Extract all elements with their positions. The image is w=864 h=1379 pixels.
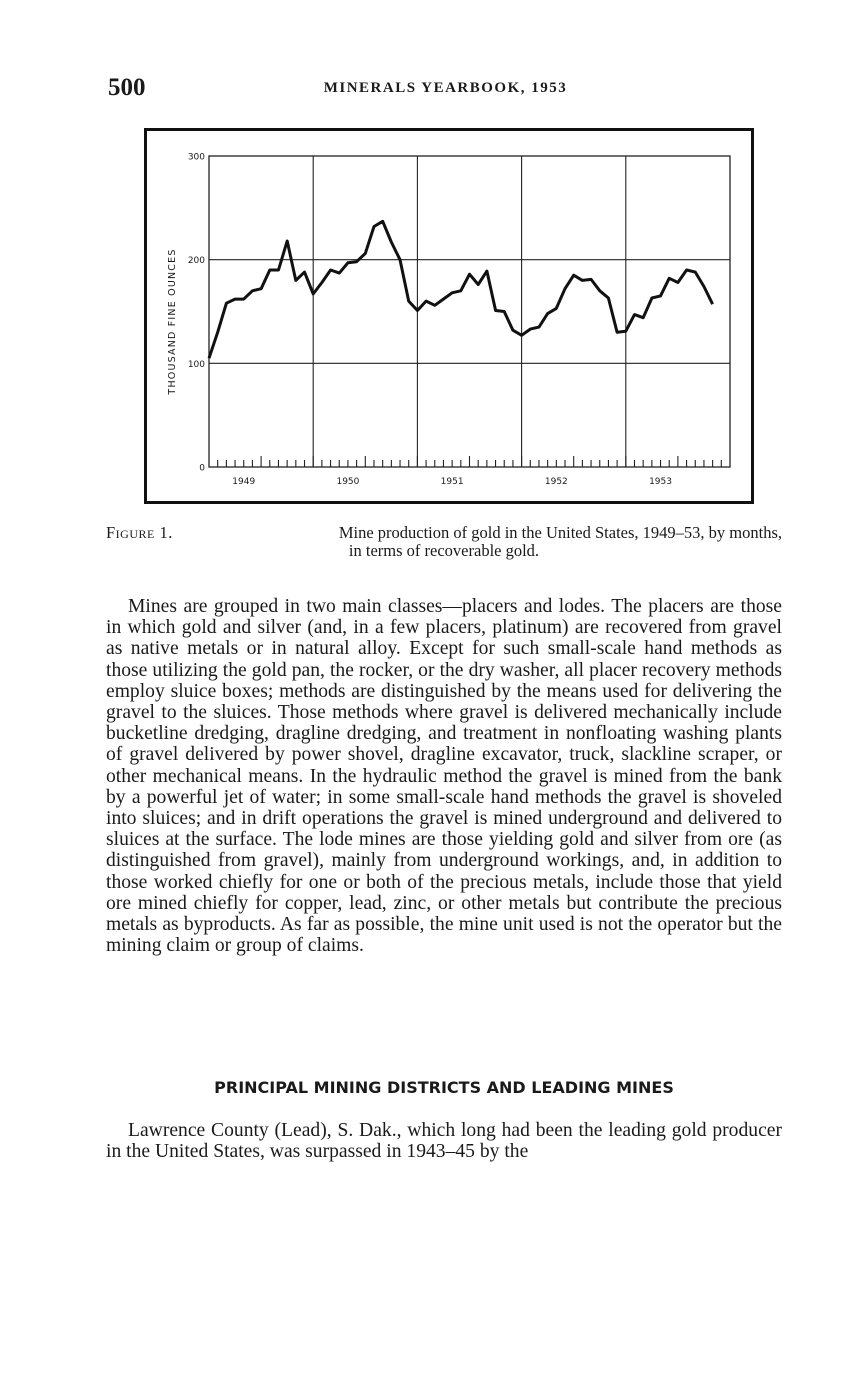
plot-border bbox=[209, 156, 730, 467]
running-title: MINERALS YEARBOOK, 1953 bbox=[323, 80, 568, 96]
year-label: 1953 bbox=[649, 477, 672, 487]
y-axis-tick-labels bbox=[188, 153, 205, 474]
section-heading: PRINCIPAL MINING DISTRICTS AND LEADING MINES bbox=[214, 1078, 674, 1097]
gold-production-chart bbox=[147, 131, 751, 501]
caption-line-1: Mine production of gold in the United States, 1949–53, by months, bbox=[338, 523, 782, 542]
chart-grid bbox=[209, 156, 730, 467]
y-tick-label: 100 bbox=[187, 359, 205, 370]
page-header bbox=[108, 74, 783, 104]
year-label: 1949 bbox=[232, 477, 256, 487]
y-tick-label: 200 bbox=[187, 256, 205, 267]
y-tick-label: 300 bbox=[187, 152, 205, 163]
body-paragraph-1: Mines are grouped in two main classes—placers and lodes. The placers are those in which gold and silver (and, in a few placers, platinum) are recovered from gravel as native metals or in natural alloy. Except for such small-scale hand methods as those utilizing the gold pan, the rocker, or the dry washer, all placer recovery methods employ sluice boxes; methods are distinguished by the means used for delivering the gravel to the sluices. Those methods where gravel is delivered mechanically include bucketline dredging, dragline dredging, and treatment in nonfloating washing plants of gravel delivered by power shovel, dragline excavator, truck, slackline scraper, or other mechanical means. In the hydraulic method the gravel is mined from the bank by a powerful jet of water; in some small-scale hand methods the gravel is shoveled into sluices; and in drift operations the gravel is mined underground and delivered to sluices at the surface. The lode mines are those yielding gold and silver from ore (as distinguished from gravel), mainly from underground workings, and, in addition to those worked chiefly for one or both of the precious metals, include those that yield ore mined chiefly for copper, lead, zinc, or other metals but contribute the precious metals as byproducts. As far as possible, the mine unit used is not the operator but the mining claim or group of claims. bbox=[106, 596, 782, 957]
x-axis-year-labels bbox=[232, 477, 672, 487]
year-label: 1951 bbox=[440, 477, 464, 487]
y-axis-label: THOUSAND FINE OUNCES bbox=[167, 248, 178, 395]
y-tick-label: 0 bbox=[199, 463, 205, 474]
figure-frame bbox=[144, 128, 754, 504]
year-label: 1952 bbox=[544, 477, 568, 487]
year-label: 1950 bbox=[336, 477, 360, 487]
caption-line-2: in terms of recoverable gold. bbox=[348, 541, 540, 560]
figure-caption bbox=[106, 524, 782, 560]
figure-label: Figure 1. bbox=[106, 523, 173, 542]
body-paragraph-2: Lawrence County (Lead), S. Dak., which long had been the leading gold producer in the United States, was surpassed in 1943–45 by the bbox=[106, 1120, 782, 1163]
page-number: 500 bbox=[108, 74, 146, 101]
x-axis-ticks bbox=[218, 456, 722, 467]
gold-production-line bbox=[209, 221, 713, 358]
